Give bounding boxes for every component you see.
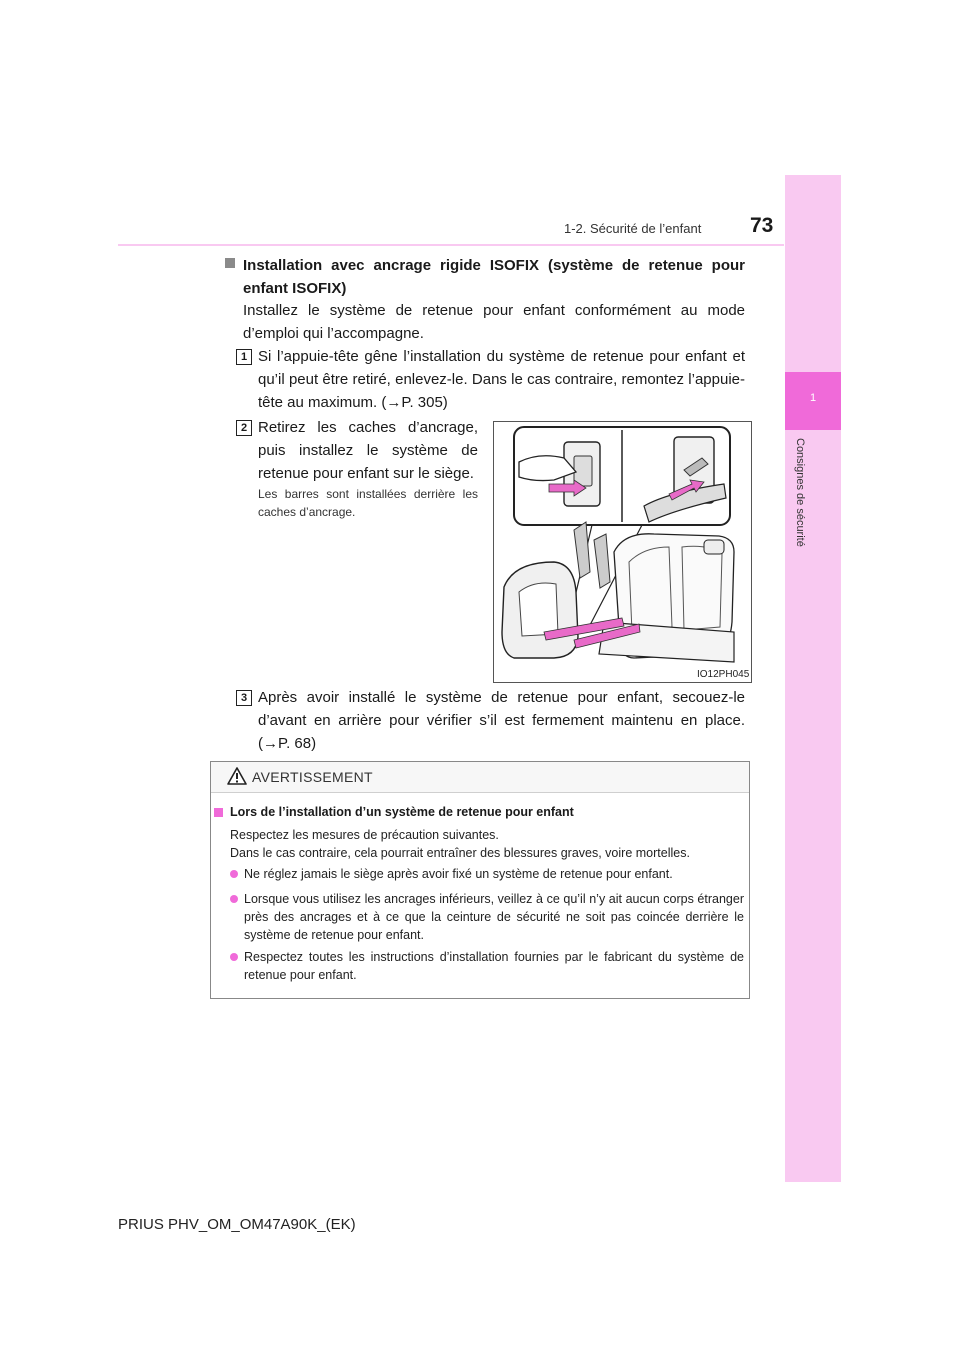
warning-bullet-3: Respectez toutes les instructions d’installation fournies par le fabricant du système de retenue pour enfant. bbox=[244, 950, 744, 982]
footer-doc-code: PRIUS PHV_OM_OM47A90K_(EK) bbox=[118, 1216, 356, 1233]
bullet-icon bbox=[230, 895, 238, 903]
page-number: 73 bbox=[750, 214, 774, 237]
warning-subtitle: Lors de l’installation d’un système de retenue pour enfant bbox=[230, 805, 574, 819]
illustration-drawing bbox=[494, 422, 751, 682]
warning-bullet-2: Lorsque vous utilisez les ancrages inférieurs, veillez à ce qu’il n’y ait aucun corps étranger près des ancrages et à ce que la ceinture de sécurité ne soit pas coincée derrière le système de retenue pour enfant. bbox=[244, 892, 744, 942]
chapter-tab-label: Consignes de sécurité bbox=[794, 438, 806, 547]
step-number-3: 3 bbox=[236, 690, 252, 706]
step-number-1: 1 bbox=[236, 349, 252, 365]
step-text-3: Après avoir installé le système de retenue pour enfant, secouez-le d’avant en arrière pour vérifier s’il est fermement maintenu en place. (→P. 68) bbox=[258, 689, 745, 752]
chapter-tab-strip bbox=[785, 175, 841, 1182]
isofix-installation-illustration bbox=[493, 421, 752, 683]
step-text-1: Si l’appuie-tête gêne l’installation du système de retenue pour enfant et qu’il peut être retiré, enlevez-le. Dans le cas contraire, remontez l’appuie-tête au maximum. (→P. 305) bbox=[258, 348, 745, 411]
warning-title: AVERTISSEMENT bbox=[252, 769, 373, 785]
step-text-2: Retirez les caches d’ancrage, puis installez le système de retenue pour enfant sur le siège. bbox=[258, 419, 478, 482]
bullet-icon bbox=[230, 870, 238, 878]
running-head: 1-2. Sécurité de l’enfant bbox=[564, 221, 702, 236]
bullet-icon bbox=[230, 953, 238, 961]
warning-subtitle-marker-icon bbox=[214, 808, 223, 817]
section-intro: Installez le système de retenue pour enfant conformément au mode d’emploi qui l’accompagne. bbox=[243, 302, 745, 342]
warning-triangle-icon bbox=[227, 767, 247, 790]
section-marker-icon bbox=[225, 258, 235, 268]
section-title: Installation avec ancrage rigide ISOFIX (système de retenue pour enfant ISOFIX) bbox=[243, 257, 745, 297]
step-note-2: Les barres sont installées derrière les caches d’ancrage. bbox=[258, 487, 478, 519]
warning-paragraph: Respectez les mesures de précaution suivantes. Dans le cas contraire, cela pourrait entraîner des blessures graves, voire mortelles. bbox=[230, 828, 690, 860]
chapter-tab-number: 1 bbox=[809, 392, 817, 404]
figure-code: IO12PH045 bbox=[697, 669, 750, 680]
step-number-2: 2 bbox=[236, 420, 252, 436]
header-rule bbox=[118, 244, 784, 246]
warning-bullet-1: Ne réglez jamais le siège après avoir fixé un système de retenue pour enfant. bbox=[244, 867, 673, 881]
